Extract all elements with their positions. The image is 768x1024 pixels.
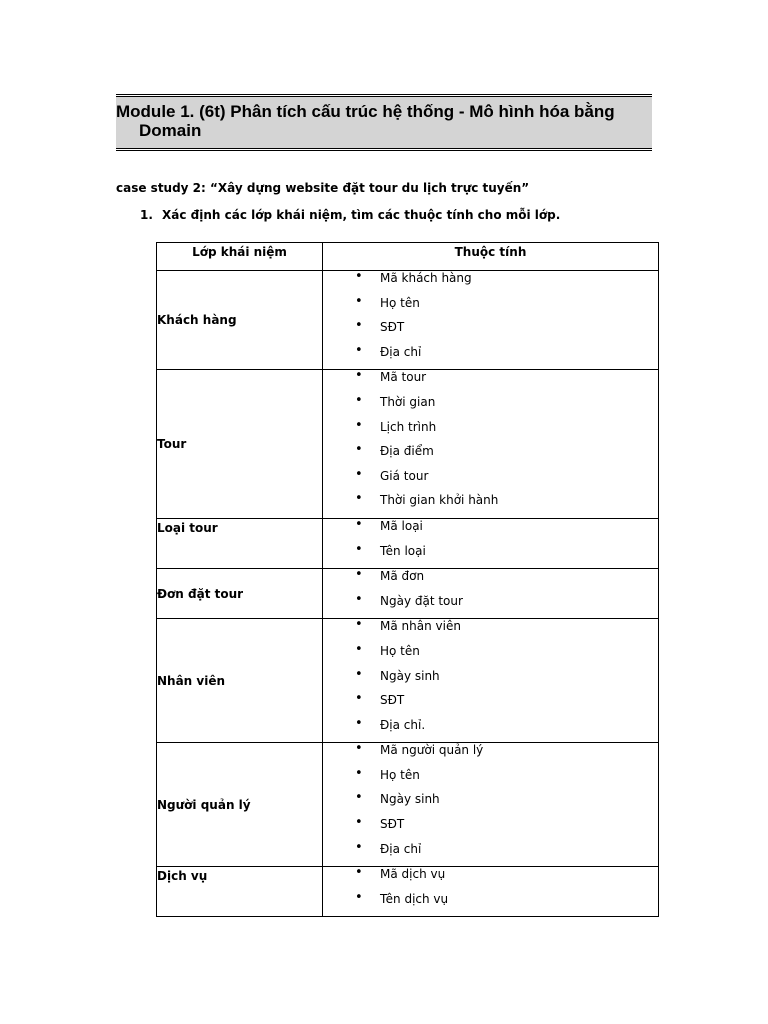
attribute-list xyxy=(323,743,658,866)
attribute-item: • Tên dịch vụ xyxy=(323,892,658,917)
attribute-item: • Địa chỉ. xyxy=(323,718,658,743)
attribute-cell xyxy=(323,370,659,519)
attribute-item: • Địa chỉ xyxy=(323,842,658,867)
attribute-list xyxy=(323,519,658,568)
concept-class-name: Loại tour xyxy=(157,518,323,568)
attribute-cell xyxy=(323,569,659,619)
concept-class-name: Dịch vụ xyxy=(157,867,323,917)
step-number: 1. xyxy=(140,208,153,222)
concept-class-name: Người quản lý xyxy=(157,743,323,867)
attribute-item: • Mã đơn xyxy=(323,569,658,594)
attribute-cell xyxy=(323,619,659,743)
attribute-item: • Mã nhân viên xyxy=(323,619,658,644)
case-study-prefix: case study 2 xyxy=(116,181,202,195)
attribute-item: • Ngày đặt tour xyxy=(323,594,658,619)
attribute-item: • Thời gian khởi hành xyxy=(323,493,658,518)
attribute-item: • Mã dịch vụ xyxy=(323,867,658,892)
concept-class-name: Khách hàng xyxy=(157,271,323,370)
attribute-item: • SĐT xyxy=(323,817,658,842)
module-heading-text xyxy=(116,97,652,148)
module-heading xyxy=(116,94,652,151)
table-row xyxy=(157,518,659,568)
attribute-item: • Mã loại xyxy=(323,519,658,544)
attribute-item: • Lịch trình xyxy=(323,420,658,445)
header-attributes: Thuộc tính xyxy=(323,243,659,271)
heading-line-2: Domain xyxy=(139,121,202,140)
concept-class-name: Tour xyxy=(157,370,323,519)
attribute-item: • Địa chỉ xyxy=(323,345,658,370)
attribute-cell xyxy=(323,743,659,867)
attribute-item: • Ngày sinh xyxy=(323,792,658,817)
step-instruction xyxy=(140,208,560,222)
concept-class-name: Đơn đặt tour xyxy=(157,569,323,619)
attribute-cell xyxy=(323,518,659,568)
case-study-title xyxy=(116,181,529,195)
attribute-list xyxy=(323,867,658,916)
table-header-row xyxy=(157,243,659,271)
table-row xyxy=(157,867,659,917)
header-concept-class: Lớp khái niệm xyxy=(157,243,323,271)
attribute-cell xyxy=(323,271,659,370)
attribute-item: • Tên loại xyxy=(323,544,658,569)
attribute-cell xyxy=(323,867,659,917)
attribute-list xyxy=(323,271,658,369)
table-row xyxy=(157,569,659,619)
attribute-item: • Mã khách hàng xyxy=(323,271,658,296)
attribute-item: • Mã tour xyxy=(323,370,658,395)
attribute-item: • SĐT xyxy=(323,320,658,345)
table-row xyxy=(157,370,659,519)
attribute-item: • Mã người quản lý xyxy=(323,743,658,768)
attribute-item: • Họ tên xyxy=(323,296,658,321)
attribute-item: • Thời gian xyxy=(323,395,658,420)
table-row xyxy=(157,619,659,743)
concept-class-name: Nhân viên xyxy=(157,619,323,743)
case-study-text: : “Xây dựng website đặt tour du lịch trực tuyến” xyxy=(201,181,530,195)
table-row xyxy=(157,271,659,370)
attribute-item: • Ngày sinh xyxy=(323,669,658,694)
attribute-list xyxy=(323,370,658,518)
table-row xyxy=(157,743,659,867)
attribute-item: • Họ tên xyxy=(323,768,658,793)
attribute-item: • Họ tên xyxy=(323,644,658,669)
attribute-item: • Giá tour xyxy=(323,469,658,494)
attribute-list xyxy=(323,569,658,618)
concept-class-table xyxy=(156,242,659,917)
attribute-item: • SĐT xyxy=(323,693,658,718)
attribute-list xyxy=(323,619,658,742)
attribute-item: • Địa điểm xyxy=(323,444,658,469)
heading-line-1: Module 1. (6t) Phân tích cấu trúc hệ thống - Mô hình hóa bằng xyxy=(116,102,615,121)
step-text: Xác định các lớp khái niệm, tìm các thuộc tính cho mỗi lớp. xyxy=(162,208,561,222)
